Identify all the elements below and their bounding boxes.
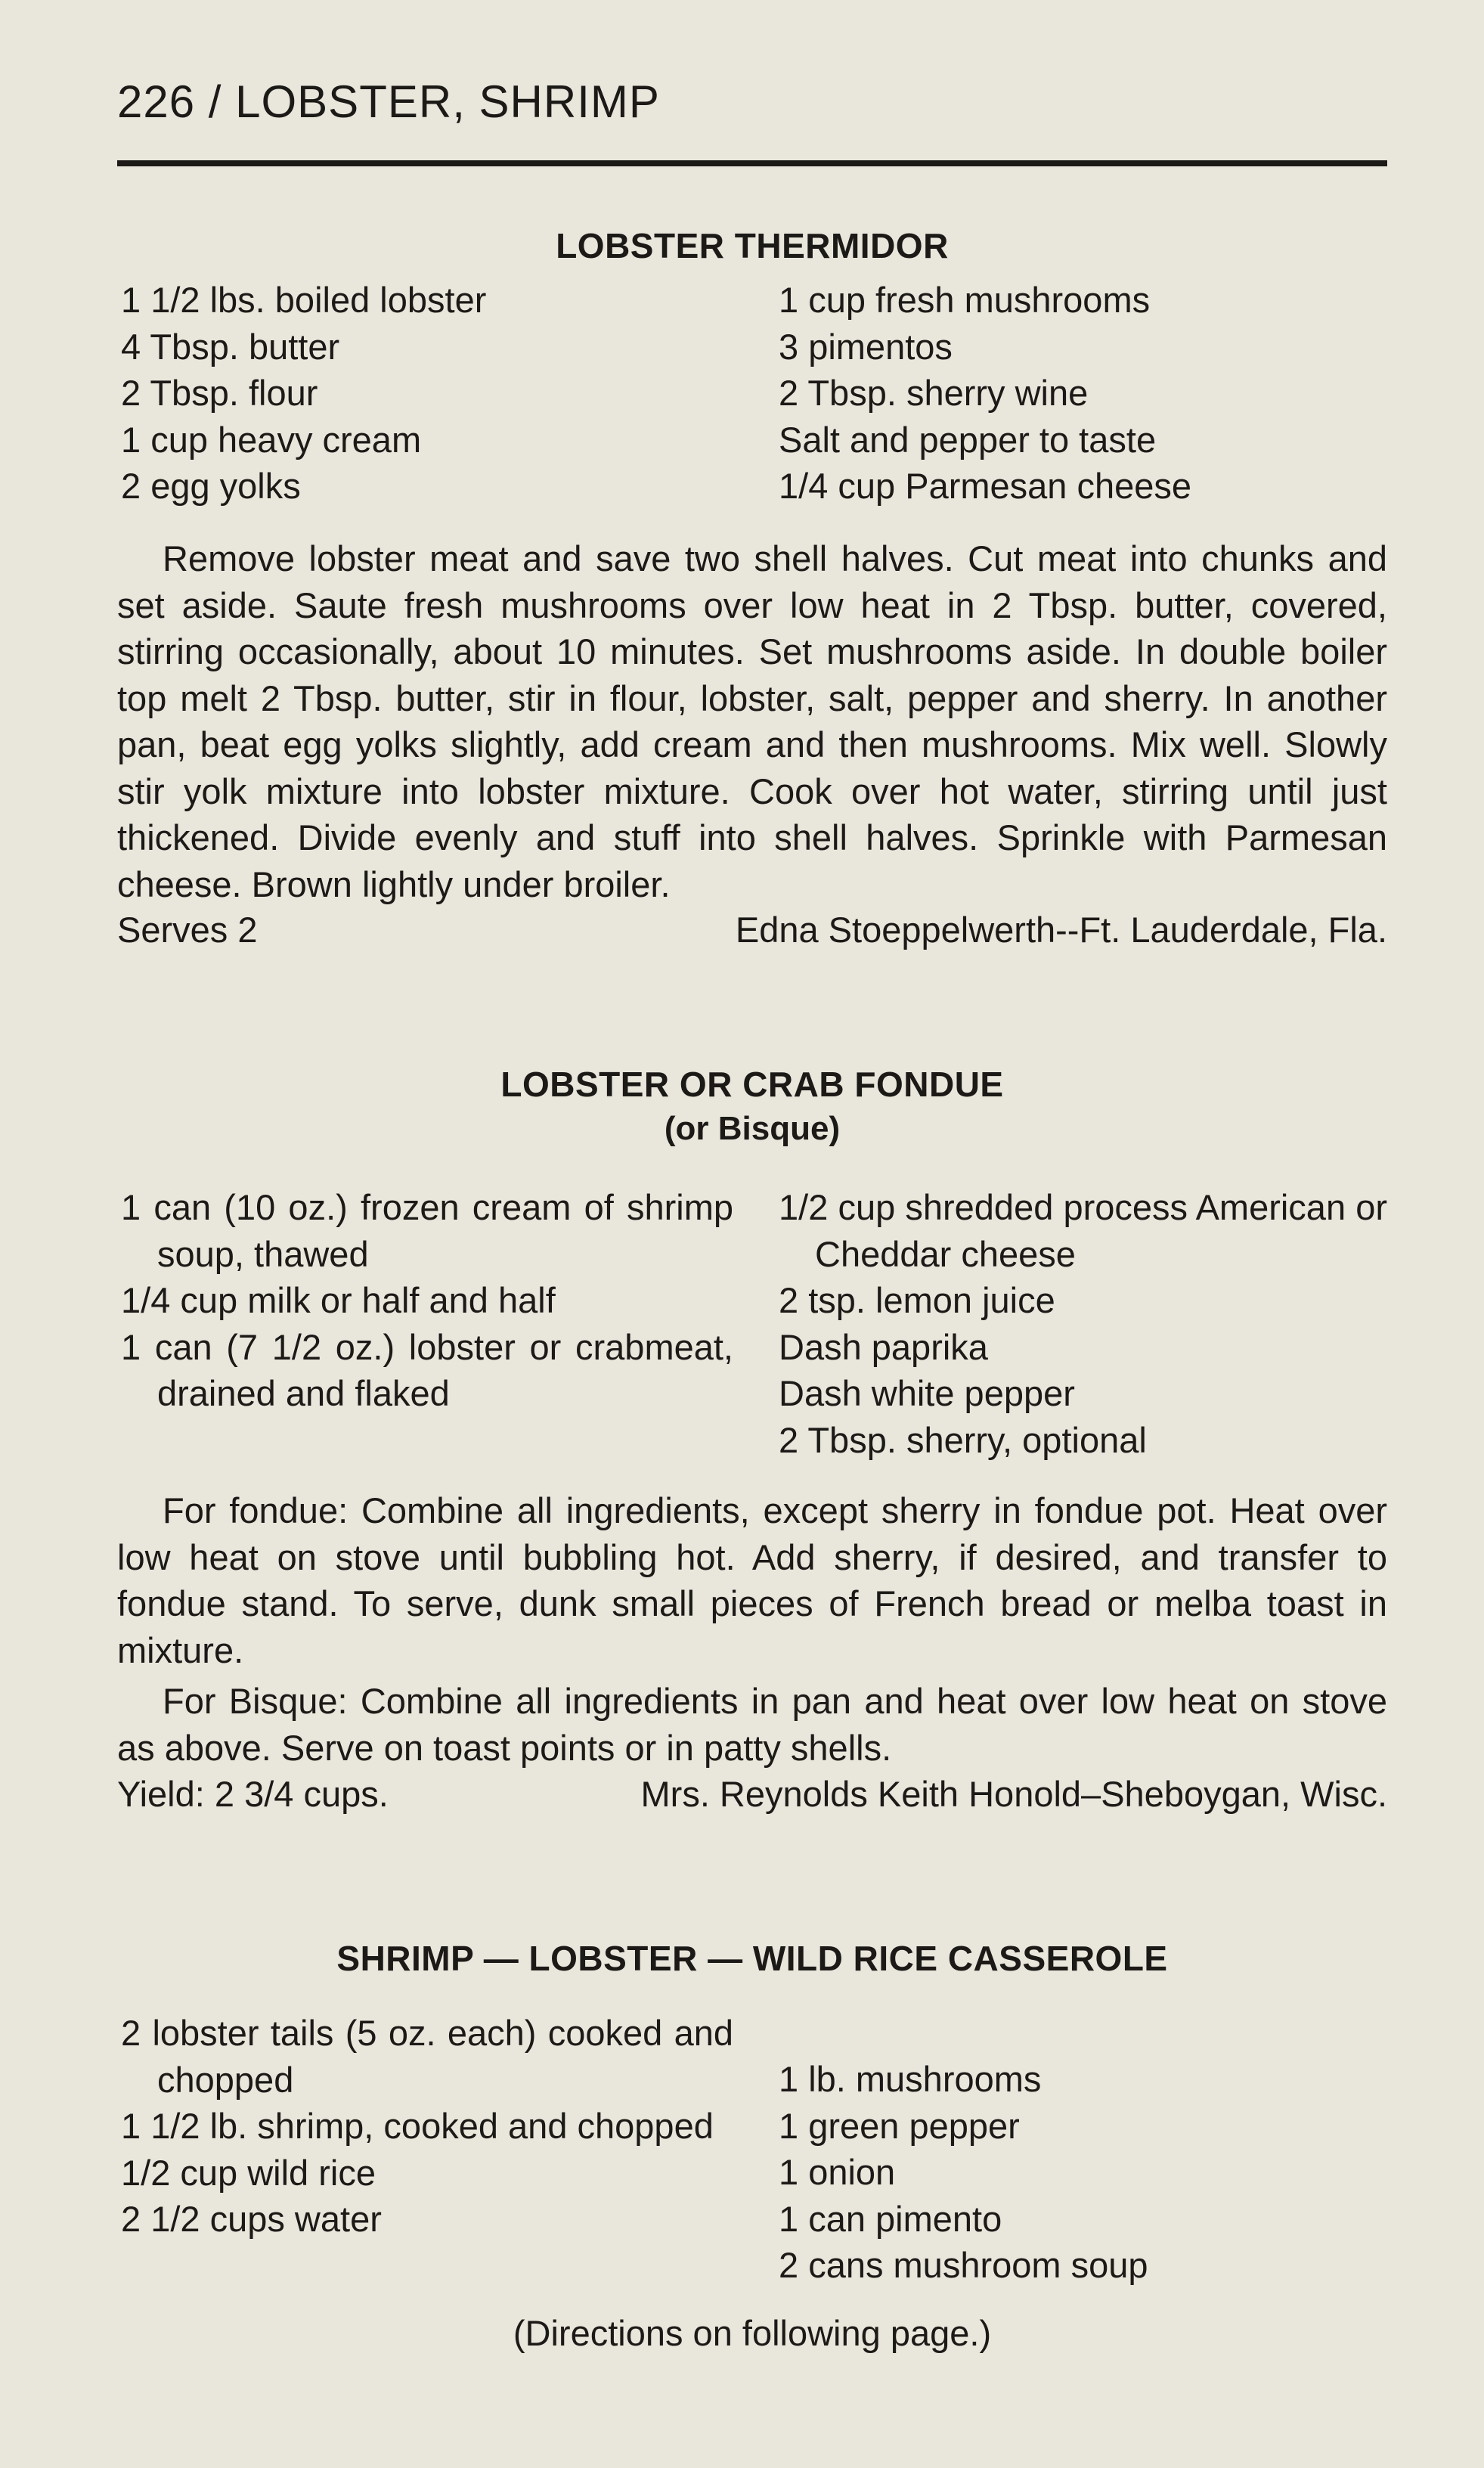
page-header: 226 / LOBSTER, SHRIMP [117, 76, 660, 127]
recipe-title-wild-rice-casserole: SHRIMP — LOBSTER — WILD RICE CASSEROLE [336, 1939, 1168, 1978]
ingredient-item: 1 1/2 lbs. boiled lobster [121, 280, 487, 320]
ingredient-item: 3 pimentos [779, 326, 953, 367]
ingredient-item: 1 cup fresh mushrooms [779, 280, 1151, 320]
ingredient-item: 1/4 cup Parmesan cheese [779, 466, 1192, 506]
ingredient-item: 1 cup heavy cream [121, 419, 422, 460]
ingredients-right-thermidor [779, 277, 1383, 510]
header-rule [117, 160, 1387, 166]
ingredient-item: Dash white pepper [779, 1373, 1075, 1413]
ingredient-item: 1 can (7 1/2 oz.) lobster or crabmeat, drained and flaked [121, 1326, 733, 1413]
ingredient-item: 1 onion [779, 2152, 896, 2192]
ingredient-item: 1 can (10 oz.) frozen cream of shrimp soup, thawed [121, 1187, 733, 1274]
ingredient-item: 2 Tbsp. sherry, optional [779, 1419, 1147, 1460]
ingredient-item: 1/2 cup shredded process American or Cheddar cheese [779, 1187, 1387, 1274]
ingredient-item: 2 cans mushroom soup [779, 2245, 1148, 2285]
ingredient-item: 2 tsp. lemon juice [779, 1280, 1055, 1320]
recipe-title-lobster-thermidor: LOBSTER THERMIDOR [556, 226, 949, 265]
ingredient-item: 2 1/2 cups water [121, 2199, 382, 2239]
recipe-contributor: Edna Stoeppelwerth--Ft. Lauderdale, Fla. [735, 910, 1387, 950]
ingredient-item: Salt and pepper to taste [779, 419, 1157, 460]
ingredient-item: 1 can pimento [779, 2198, 1002, 2239]
ingredients-left-thermidor [121, 277, 756, 510]
recipe-subtitle: (or Bisque) [664, 1110, 841, 1147]
ingredient-item: 2 lobster tails (5 oz. each) cooked and chopped [121, 2013, 733, 2100]
recipe-yield: Serves 2 [117, 910, 258, 950]
recipe-signature [117, 907, 1387, 953]
ingredient-item: 1 green pepper [779, 2105, 1020, 2146]
continued-note: (Directions on following page.) [513, 2313, 992, 2353]
ingredient-item: 4 Tbsp. butter [121, 326, 340, 367]
recipe-yield: Yield: 2 3/4 cups. [117, 1774, 389, 1814]
ingredient-item: 1 1/2 lb. shrimp, cooked and chopped [121, 2106, 714, 2146]
ingredient-item: 2 Tbsp. sherry wine [779, 373, 1089, 413]
ingredients-right-casserole [779, 2056, 1387, 2289]
ingredient-item: 1/4 cup milk or half and half [121, 1280, 556, 1320]
ingredients-left-casserole [121, 2010, 733, 2243]
recipe-directions: Remove lobster meat and save two shell halves. Cut meat into chunks and set aside. Saute fresh mushrooms over low heat in 2 Tbsp. butter, covered, stirring occasionally, about 10 minutes. Set mushrooms aside. In double boiler top melt 2 Tbsp. butter, stir in flour, lobster, salt, pepper and sherry. In another pan, beat egg yolks slightly, add cream and then mushrooms. Mix well. Slowly stir yolk mixture into lobster mixture. Cook over hot water, stirring until just thickened. Divide evenly and stuff into shell halves. Sprinkle with Parmesan cheese. Brown lightly under broiler. [117, 538, 1387, 904]
ingredient-item: Dash paprika [779, 1326, 988, 1367]
fondue-directions: For fondue: Combine all ingredients, except sherry in fondue pot. Heat over low heat on stove until bubbling hot. Add sherry, if desired, and transfer to fondue stand. To serve, dunk small pieces of French bread or melba toast in mixture. [117, 1490, 1387, 1670]
bisque-directions: For Bisque: Combine all ingredients in pan and heat over low heat on stove as above. Serve on toast points or in patty shells. [117, 1681, 1387, 1768]
ingredient-item: 2 egg yolks [121, 466, 301, 506]
ingredient-item: 2 Tbsp. flour [121, 373, 318, 413]
ingredient-item: 1/2 cup wild rice [121, 2152, 376, 2193]
ingredients-right-fondue [779, 1184, 1387, 1463]
recipe-signature [117, 1771, 1387, 1818]
recipe-contributor: Mrs. Reynolds Keith Honold–Sheboygan, Wisc. [640, 1774, 1387, 1814]
ingredients-left-fondue [121, 1184, 733, 1417]
ingredient-item: 1 lb. mushrooms [779, 2059, 1042, 2099]
recipe-title-lobster-crab-fondue: LOBSTER OR CRAB FONDUE [500, 1065, 1004, 1104]
